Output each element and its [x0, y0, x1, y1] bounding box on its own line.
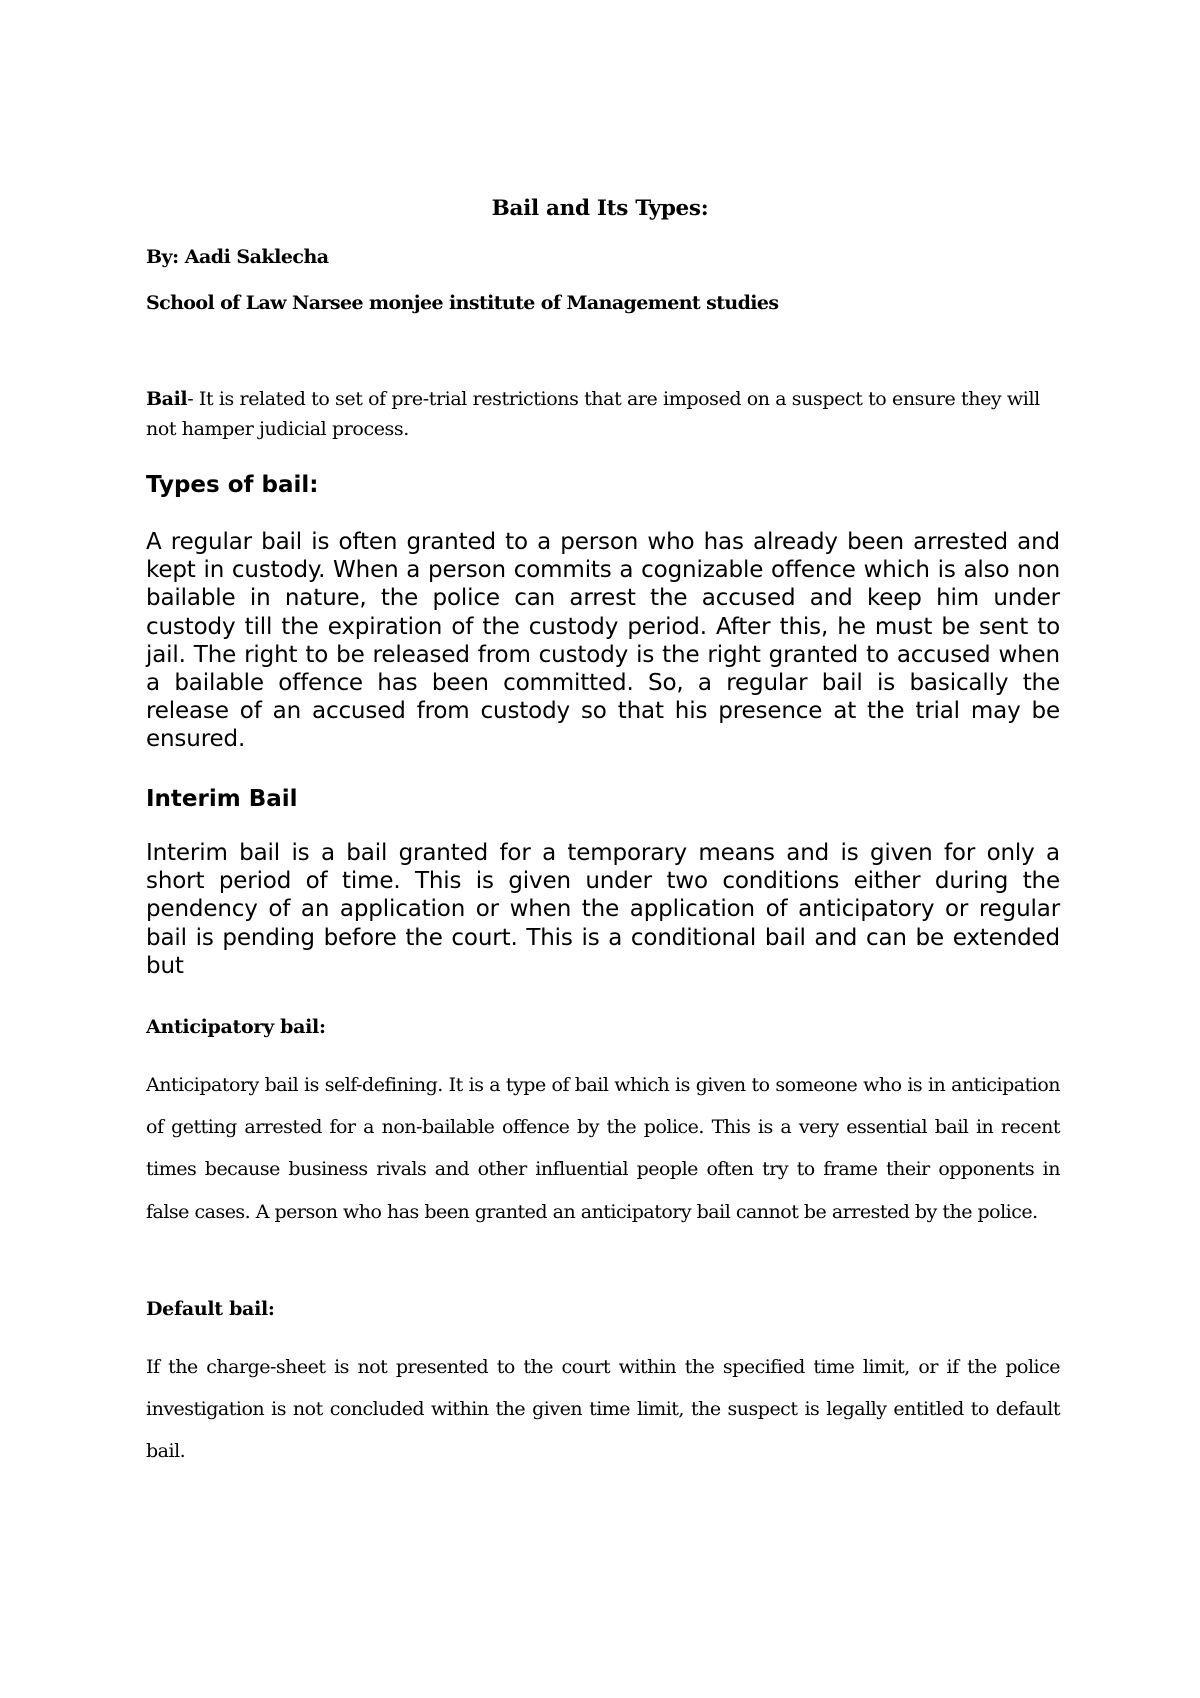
anticipatory-bail-heading: Anticipatory bail: — [146, 1016, 326, 1038]
bail-definition-text: - It is related to set of pre-trial restrictions that are imposed on a suspect to ensure they will not hamper judicial process. — [146, 388, 1040, 440]
anticipatory-bail-paragraph: Anticipatory bail is self-defining. It is a type of bail which is given to someone who is in anticipation of getting arrested for a non-bailable offence by the police. This is a very essential bail in recent times because business rivals and other influential people often try to frame their opponents in false cases. A person who has been granted an anticipatory bail cannot be arrested by the police. — [146, 1074, 1060, 1223]
regular-bail-paragraph: A regular bail is often granted to a person who has already been arrested and kept in custody. When a person commits a cognizable offence which is also non bailable in nature, the police can arrest the accused and keep him under custody till the expiration of the custody period. After this, he must be sent to jail. The right to be released from custody is the right granted to accused when a bailable offence has been committed. So, a regular bail is basically the release of an accused from custody so that his presence at the trial may be ensured. — [146, 529, 1060, 753]
bail-term: Bail — [146, 388, 188, 410]
default-bail-heading: Default bail: — [146, 1298, 275, 1320]
author-line: By: Aadi Saklecha — [146, 246, 329, 268]
bail-definition — [146, 384, 1060, 444]
interim-bail-heading: Interim Bail — [146, 786, 298, 812]
document-title: Bail and Its Types: — [491, 196, 709, 221]
default-bail-paragraph: If the charge-sheet is not presented to the court within the specified time limit, or if the police investigation is not concluded within the given time limit, the suspect is legally entitled to default bail. — [146, 1356, 1060, 1463]
types-of-bail-heading: Types of bail: — [146, 472, 319, 498]
interim-bail-paragraph: Interim bail is a bail granted for a temporary means and is given for only a short period of time. This is given under two conditions either during the pendency of an application or when the application of anticipatory or regular bail is pending before the court. This is a conditional bail and can be extended but — [146, 840, 1060, 979]
school-line: School of Law Narsee monjee institute of Management studies — [146, 292, 779, 314]
